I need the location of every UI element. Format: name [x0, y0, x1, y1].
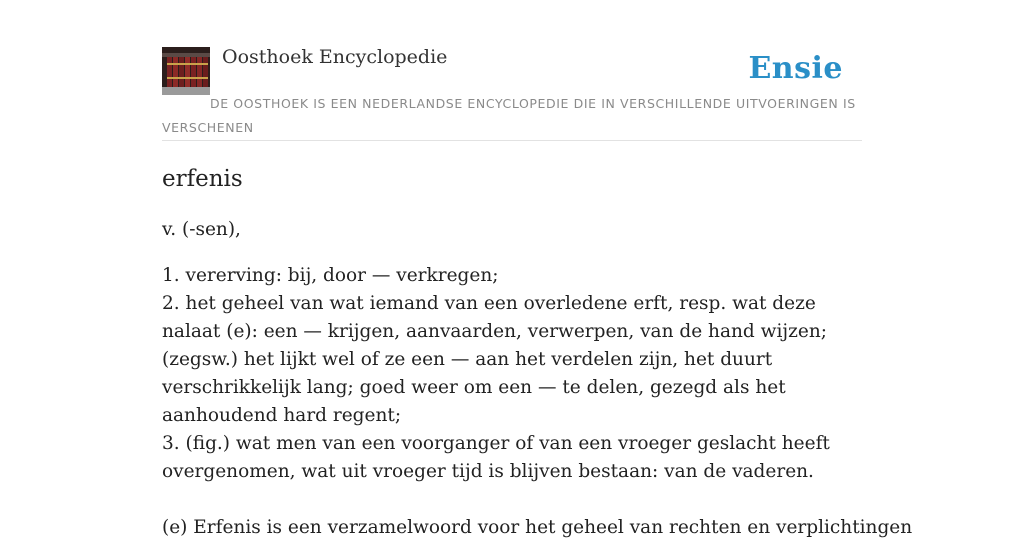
definition-3: 3. (fig.) wat men van een voorganger of van een vroeger geslacht heeft overgenomen, wat uit vroeger tijd is blijven bestaan: van de vaderen.: [162, 433, 830, 482]
books-image-icon: [162, 47, 210, 95]
definition-2: 2. het geheel van wat iemand van een overledene erft, resp. wat deze nalaat (e): een — krijgen, aanvaarden, verwerpen, van de hand wijzen; (zegsw.) het lijkt wel of ze een — aan het verdelen zijn, het duurt verschrikkelijk lang; goed weer om een — te delen, gezegd als het aanhoudend hard regent;: [162, 293, 827, 426]
brand-logo[interactable]: Ensie: [748, 51, 843, 86]
entry-grammar: v. (-sen),: [162, 219, 241, 240]
entry-note: (e) Erfenis is een verzamelwoord voor het geheel van rechten en verplichtingen: [162, 517, 913, 538]
site-header: [162, 44, 862, 141]
entry-definitions: [162, 262, 862, 486]
entry-title: erfenis: [162, 166, 243, 192]
site-tagline: DE OOSTHOEK IS EEN NEDERLANDSE ENCYCLOPEDIE DIE IN VERSCHILLENDE UITVOERINGEN IS VERSCHENEN: [162, 96, 856, 135]
definition-1: 1. vererving: bij, door — verkregen;: [162, 265, 499, 286]
entry-content: [162, 162, 913, 542]
site-title[interactable]: Oosthoek Encyclopedie: [222, 46, 448, 68]
site-avatar[interactable]: [162, 47, 210, 95]
